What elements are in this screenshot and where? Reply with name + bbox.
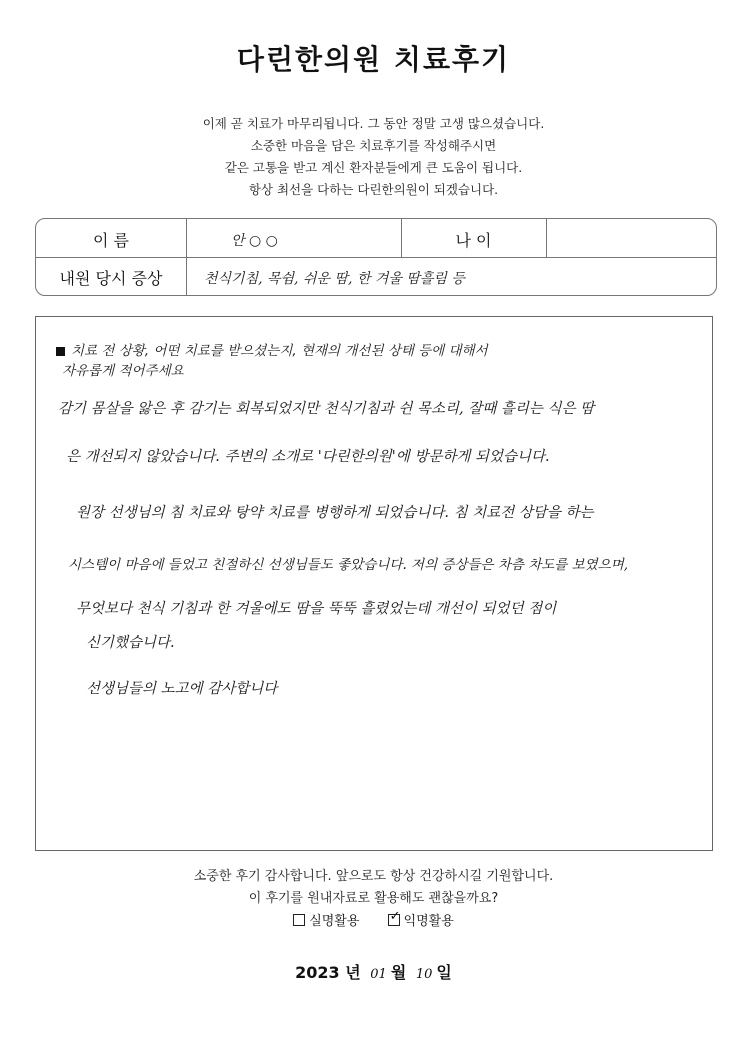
- name-label: 이 름: [93, 231, 129, 250]
- date-line: 2023 년 01 월 10 일: [295, 963, 452, 982]
- real-name-option[interactable]: 실명활용: [293, 910, 359, 929]
- intro-line: 같은 고통을 받고 계신 환자분들에게 큰 도움이 됩니다.: [224, 160, 523, 175]
- intro-line: 소중한 마음을 담은 치료후기를 작성해주시면: [250, 138, 497, 153]
- review-line: 은 개선되지 않았습니다. 주변의 소개로 '다린한의원'에 방문하게 되었습니다.: [66, 449, 550, 465]
- date-day[interactable]: 10: [415, 967, 433, 982]
- symptom-value[interactable]: 천식기침, 목쉼, 쉬운 땀, 한 겨울 땀흘림 등: [204, 271, 465, 287]
- footer-thanks: 소중한 후기 감사합니다. 앞으로도 항상 건강하시길 기원합니다.: [193, 869, 554, 884]
- intro-text: [0, 113, 747, 201]
- review-line: 선생님들의 노고에 감사합니다: [86, 681, 278, 697]
- review-line: 감기 몸살을 앓은 후 감기는 회복되었지만 천식기침과 쉰 목소리, 잘때 흘리는 식은 땀: [58, 401, 595, 417]
- page-title: 다린한의원 치료후기: [236, 43, 511, 76]
- symptom-label: 내원 당시 증상: [59, 269, 163, 288]
- name-value[interactable]: 안 ○ ○: [231, 233, 278, 249]
- intro-line: 이제 곧 치료가 마무리됩니다. 그 동안 정말 고생 많으셨습니다.: [202, 116, 545, 131]
- review-prompt: 치료 전 상황, 어떤 치료를 받으셨는지, 현재의 개선된 상태 등에 대해서 자유롭게 적어주세요: [56, 341, 656, 381]
- checked-checkbox-icon[interactable]: ✓: [389, 909, 401, 924]
- date-year[interactable]: 2023: [295, 963, 340, 982]
- review-box[interactable]: [35, 316, 713, 851]
- square-bullet-icon: [56, 347, 65, 356]
- footer-question: 이 후기를 원내자료로 활용해도 괜찮을까요?: [248, 891, 499, 906]
- intro-line: 항상 최선을 다하는 다린한의원이 되겠습니다.: [248, 182, 499, 197]
- review-line: 신기했습니다.: [86, 635, 175, 651]
- review-line: 원장 선생님의 침 치료와 탕약 치료를 병행하게 되었습니다. 침 치료전 상담을 하는: [76, 505, 594, 521]
- checkbox-icon[interactable]: [293, 914, 305, 926]
- review-line: 시스템이 마음에 들었고 친절하신 선생님들도 좋았습니다. 저의 증상들은 차츰 차도를 보였으며,: [68, 557, 629, 573]
- usage-options: [0, 910, 747, 929]
- patient-info-table: [35, 218, 717, 296]
- footer-text: [0, 866, 747, 910]
- review-line: 무엇보다 천식 기침과 한 겨울에도 땀을 뚝뚝 흘렸었는데 개선이 되었던 점이: [76, 601, 557, 617]
- age-label: 나 이: [455, 231, 492, 250]
- date-month[interactable]: 01: [370, 967, 387, 982]
- anonymous-option[interactable]: ✓ 익명활용: [389, 909, 454, 929]
